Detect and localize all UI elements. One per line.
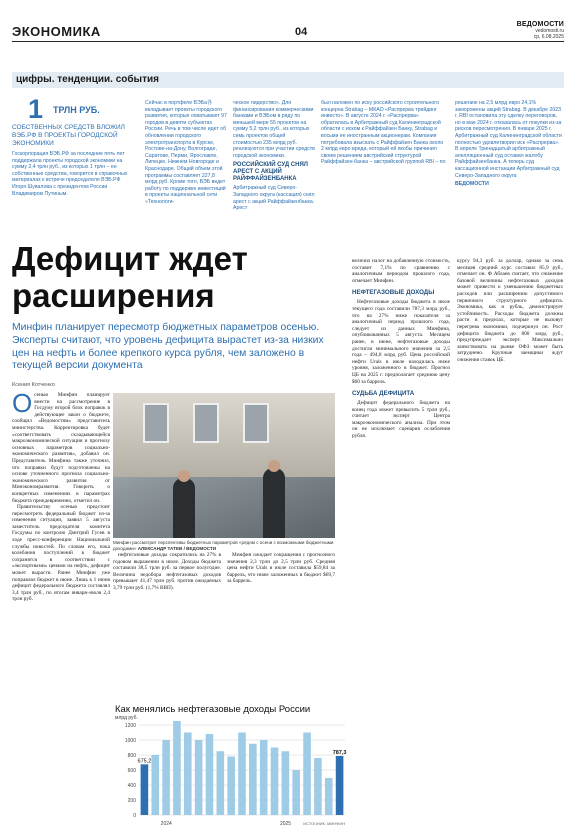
chart-bar [217,751,225,815]
y-tick-label: 400 [127,783,136,789]
y-tick-label: 600 [127,768,136,774]
brief-subtitle: СОБСТВЕННЫХ СРЕДСТВ ВЛОЖИЛ ВЭБ.РФ В ПРОЕКТЫ ГОРОДСКОЙ ЭКОНОМИКИ [12,124,125,147]
chart-bar [141,764,149,815]
page-number: 04 [295,26,308,38]
chart-title: Как менялись нефтегазовые доходы России [115,704,311,715]
y-tick-label: 1000 [124,738,136,744]
issue-date: ср, 6.08.2025 [533,34,564,40]
data-label: 675,2 [137,758,152,765]
chart-bar [282,751,290,815]
article-lead: Минфин планирует пересмотр бюджетных параметров осенью. Эксперты считают, что уровень дефицита вырастет из-за низких цен на нефть и более крепкого курса рубля, чем заложено в текущей версии документа [12,322,324,372]
chart-bar [249,744,257,815]
article-headline: Дефицит ждет расширения [12,240,248,314]
photo-caption: Минфин рассмотрит перспективы бюджетных параметров «рядом с осени с возможными бюджетными доходами» АЛЕКСАНДР ТАТЕВ / ВЕДОМОСТИ [113,540,334,551]
body-paragraph: Минфин ожидает сокращения с прогнозного значения 2,3 трлн до 2,5 трлн руб. Средняя цена нефти Urals в июле составила $59,84 за баррель, что ниже заложенных в бюджет $69,7 за баррель. [227,552,335,585]
body-paragraph: сенью Минфин планирует внести на рассмотрение в Госдуму второй блок поправок в действующее закон о бюджете, сообщил «Ведомостям» представитель министерства. Корректировка будет «соответствовать складывающейся макроэкономической ситуации и прогнозу основных параметров социально-экономического развития», добавил он. Представитель Минфина также уточнил, что поправки будут подготовлены на основе уточненного прогноза социально-экономического развития от Минэкономразвития. Говорить о конкретных изменениях в параметрах бюджета преждевременно, отметил он. [12,392,110,504]
news-column-3 [321,100,447,166]
y-tick-label: 200 [127,798,136,804]
news-tail: Арбитражный суд Северо-Западного округа (кассация) снял арест с акций Райффайзенбанка. Арест [233,185,315,212]
body-column-4 [352,258,450,832]
article-photo [113,393,335,538]
chart-bar [292,770,300,815]
brief-unit: ТРЛН РУБ. [53,105,100,115]
photo-credit: АЛЕКСАНДР ТАТЕВ / ВЕДОМОСТИ [137,545,217,551]
brief-big-number: 1 [28,94,44,124]
y-tick-label: 0 [133,813,136,819]
year-label: 2025 [279,821,292,827]
y-tick-label: 800 [127,753,136,759]
chart-bar [206,734,214,815]
body-paragraph: Нефтегазовые доходы бюджета в июле текущего года составили 787,3 млрд руб., что на 27% ниже показателя за аналогичный период прошлого года, следует из данных Минфина, опубликованных 5 августа. Месяцем ранее, в июне, нефтегазовые доходы достигли минимального значения за 2,5 года – 494,8 млрд руб. Цена российской нефти Urals в июле находилась ниже уровня, заложенного в бюджет. Прогноз ЦБ на 2025 г. предполагает среднюю цену $60 за баррель. [352,299,450,385]
body-paragraph: курсу 94,3 руб. за доллар, однако за семь месяцев средний курс составил 85,9 руб., отмечает он. Ф Аблаев считает, что снижение базовой величины нефтегазовых доходов может привести к уменьшению бюджетных расходов или расширению допустимого первичного структурного дефицита. Экономика, как и рубль, демонстрирует устойчивость. Расходы бюджета должны расти в пределах, которые не вызовут перегрева экономики, подчеркнул он. Рост дефицита бюджета до 800 млрд руб., предупреждает эксперт. Максимально заимствовать на рынке ОФЗ может быть затруднено. Крупные заемщики ждут снижения ставок ЦБ. [457,258,563,363]
rubric-bar: цифры. тенденции. события [12,72,564,88]
news-column-2 [233,100,315,212]
brief-text: Госкорпорация ВЭБ.РФ за последние пять лет поддержала проекты городской экономики на сумму 2,4 трлн руб., из которых 1 трлн – ее собственные средства, говорится в справочных материалах к встрече председателя ВЭБ.РФ Игоря Шувалова с президентом России Владимиром Путиным. [12,151,128,197]
body-column-1 [12,392,110,832]
body-column-3 [227,552,335,700]
body-paragraph: Правительству осенью предстоит пересмотреть федеральный бюджет из-за изменения ситуации, заявил 5 августа заместитель председателя комитета Госдумы по контролю Дмитрий Гусев в ходе пресс-конференции Национальной службы новостей. По словам его, пока колебания поступлений в бюджет сохранятся в соответствии с «экспортными» ценами на нефть, дефицит может вырасти. Ранее Минфин уже поправлял бюджет в июне. Лишь к 1 июня дефицит федерального бюджета составлял 3,4 трлн руб., по итогам января–июля 2,4 трлн руб. [12,504,110,603]
brand-block [517,22,564,40]
year-label: 2024 [160,821,172,827]
chart-bar [227,757,235,816]
chart-source: ИСТОЧНИК: МИНФИН [303,821,345,826]
chart-plot [115,721,349,829]
news-text: Сейчас в портфеле ВЭБа各 вкладывает проекты городского развития, которые охватывают 97 городов в девяти субъектах России. Речь в том числе идет об обновлении городского электротранспорта в Курске, Ростове-на-Дону, Волгограде, Саратове, Перми, Ярославле, Липецке, Нижнем Новгороде и Краснодаре. Общий объем этой программы составляет 227,8 млрд руб. Кроме того, ВЭБ ведет работу по поддержке инвестиций в проекты национальной сети «Технологи- [145,100,227,205]
subhead: СУДЬБА ДЕФИЦИТА [352,390,415,398]
chart-bar [325,778,333,815]
body-column-2 [113,552,221,700]
chart-bar [184,733,192,816]
chart-bar [303,733,311,816]
chart-bar [173,721,181,815]
chart-bar [151,755,159,815]
chart-bar [162,740,170,815]
news-signature: ВЕДОМОСТИ [455,181,489,188]
chart-bar [336,756,344,815]
chart-bar [195,740,203,815]
chart-bar [314,758,322,815]
data-label: 787,3 [332,749,347,756]
brand-site: vedomosti.ru [535,28,564,34]
news-column-4 [455,100,563,188]
chart-bar [260,740,268,815]
masthead [12,6,564,42]
drop-cap: О [12,392,33,418]
body-column-5 [457,258,563,832]
news-text: был наложен по иску российского строительного концерна Strabag – МКАО «Распрерва трейдинг инвесто». В августе 2024 г. «Распрерва» обратилась в Арбитражный суд Калининградской области с иском к Райффайзен Банку, Strabag и восьми ее иностранным акционерам. Компания потребовала взыскать с Райффайзен Банка около 2 млрд евро вреда, который ей якобы причинил своим решением австрийский структурой Райффайзен-банка – австрийской группой RBI – по [321,100,446,166]
subhead: НЕФТЕГАЗОВЫЕ ДОХОДЫ [352,289,435,297]
y-tick-label: 1200 [124,723,136,729]
chart-bar [238,733,246,816]
body-paragraph: Дефицит федерального бюджета на конец года может превысить 5 трлн руб., считает эксперт Центра макроэкономического анализа. При этом он не исключает сценария ослабления рубля. [352,400,450,440]
news-heading: РОССИЙСКИЙ СУД СНЯЛ АРЕСТ С АКЦИЙ РАЙФФАЙЗЕНБАНКА [233,162,308,183]
body-paragraph: величил налог на добавленную стоимость, составит 7,1% по сравнению с аналогичным периодом прошлого года, отмечает Минфин. [352,258,450,284]
revenue-chart [115,704,349,832]
news-column-1 [145,100,227,206]
article-author: Ксения Котченко [12,382,55,388]
news-text: решению на 2,5 млрд евро 24,1% заморожены акций Strabag. В декабре 2023 г. RBI остановила эту сделку переговоров, но в мае 2024 г. отказалась от покупки из-за рисков пересмотрения. В январе 2025 г. Арбитражный суд Калининградской области полностью удовлетворил иск «Распрерва». В апреле Тринадцатый арбитражный апелляционный суд оставил жалобу Райффайзенбанка. А теперь суд кассационной инстанции Арбитражный суд Северо-Западного округа [455,100,562,179]
chart-ylabel: млрд руб. [115,715,138,721]
brand-logo: ВЕДОМОСТИ [516,21,564,28]
body-paragraph: нефтегазовые доходы сократились на 27% в годовом выражении в июле. Доходы бюджета составили 38,5 трлн руб. за первое полугодие. Величина недобора нефтегазовых доходов превышает 41,47 трлн руб. против ожидаемых 3,79 трлн руб. (1,7% ВВП). [113,552,221,591]
chart-bar [271,748,279,816]
news-text: ческое лидерство». Для финансирования коммерческими банками и ВЭБом в ряду по меньшей мере 55 проектов на сумму 5,2 трлн руб., из которых семь проектов общей стоимостью 235 млрд руб. реализуются при участии средств городской экономики. [233,100,315,159]
section-name: ЭКОНОМИКА [12,24,101,39]
